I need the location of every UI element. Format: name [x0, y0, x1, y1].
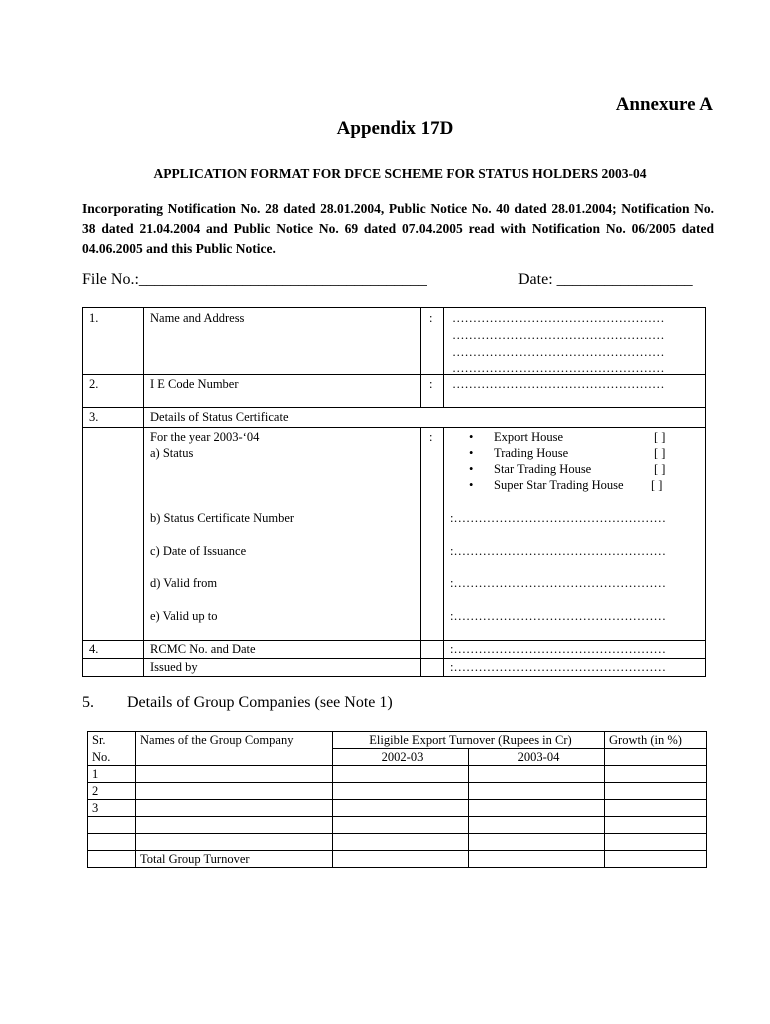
year-2002-header: 2002-03: [333, 749, 469, 766]
status-option-star-trading-house[interactable]: • Star Trading House [ ]: [469, 462, 666, 476]
status-options-list: [444, 429, 704, 493]
total-label: Total Group Turnover: [136, 851, 333, 868]
row-label: Issued by: [150, 660, 198, 674]
form-row-issued-by: [83, 659, 705, 676]
total-row: [88, 851, 707, 868]
sr-cell: 1: [88, 766, 136, 783]
section-number: 5.: [82, 694, 94, 711]
row-label: RCMC No. and Date: [150, 642, 256, 656]
status-option-export-house[interactable]: • Export House [ ]: [469, 430, 666, 444]
sr-cell: [88, 817, 136, 834]
table-row: [88, 834, 707, 851]
form-row-status-details: [83, 428, 705, 641]
certificate-number-field[interactable]: :……………………………………………: [450, 511, 666, 525]
row-number: 1.: [89, 311, 99, 325]
form-row-name-address: [83, 308, 705, 375]
valid-from-label: d) Valid from: [150, 576, 218, 590]
annexure-label: Annexure A: [615, 94, 713, 115]
checkbox[interactable]: [ ]: [654, 462, 666, 476]
table-row: [88, 800, 707, 817]
name-address-field-line-2[interactable]: ……………………………………………: [452, 328, 665, 342]
valid-upto-field[interactable]: :……………………………………………: [450, 609, 666, 623]
turnover-header: Eligible Export Turnover (Rupees in Cr): [333, 732, 605, 749]
names-header: Names of the Group Company: [136, 732, 333, 766]
row-colon: :: [429, 430, 433, 444]
status-option-super-star-trading-house[interactable]: • Super Star Trading House [ ]: [469, 478, 663, 492]
group-companies-table: [87, 731, 707, 868]
file-number-line: [82, 271, 427, 289]
appendix-title: Appendix 17D: [336, 118, 454, 139]
checkbox[interactable]: [ ]: [654, 446, 666, 460]
date-line: [518, 271, 693, 289]
row-colon: :: [429, 311, 433, 325]
sr-header: Sr.: [88, 732, 136, 749]
issuance-date-field[interactable]: :……………………………………………: [450, 544, 666, 558]
file-number-field[interactable]: ____________________________________: [138, 271, 427, 288]
intro-paragraph: Incorporating Notification No. 28 dated 28.01.2004, Public Notice No. 40 dated 28.01.2004; Notification No. 38 dated 21.04.2004 and Public Notice No. 69 dated 07.04.2005 read with Notification No. 06/2005 dated 04.06.2005 and this Public Notice.: [82, 201, 714, 256]
form-row-rcmc: [83, 641, 705, 659]
growth-header: Growth (in %): [605, 732, 707, 749]
row-colon: :: [429, 377, 433, 391]
table-row: [88, 817, 707, 834]
name-address-field-line-3[interactable]: ……………………………………………: [452, 345, 665, 359]
section-5-heading: [82, 694, 393, 712]
no-header: No.: [88, 749, 136, 766]
valid-upto-label: e) Valid up to: [150, 609, 218, 623]
form-row-status-header: [83, 408, 705, 428]
issuance-date-label: c) Date of Issuance: [150, 544, 247, 558]
form-subtitle: APPLICATION FORMAT FOR DFCE SCHEME FOR STATUS HOLDERS 2003-04: [153, 166, 647, 181]
table-row: [88, 766, 707, 783]
issued-by-field[interactable]: :……………………………………………: [450, 660, 666, 674]
status-year-label: For the year 2003-‘04: [150, 430, 260, 444]
row-label: Details of Status Certificate: [150, 410, 289, 424]
sr-cell: 2: [88, 783, 136, 800]
row-number: 3.: [89, 410, 99, 424]
rcmc-field[interactable]: :……………………………………………: [450, 642, 666, 656]
sr-cell: 3: [88, 800, 136, 817]
checkbox[interactable]: [ ]: [654, 430, 666, 444]
date-label: Date:: [518, 271, 553, 288]
row-number: 4.: [89, 642, 99, 656]
sr-cell: [88, 834, 136, 851]
application-form-table: [82, 307, 706, 677]
name-address-field-line-1[interactable]: ……………………………………………: [452, 311, 665, 325]
row-label: I E Code Number: [150, 377, 239, 391]
year-2003-header: 2003-04: [469, 749, 605, 766]
checkbox[interactable]: [ ]: [651, 478, 663, 492]
row-number: 2.: [89, 377, 99, 391]
status-option-trading-house[interactable]: • Trading House [ ]: [469, 446, 666, 460]
valid-from-field[interactable]: :……………………………………………: [450, 576, 666, 590]
row-label: Name and Address: [150, 311, 245, 325]
ie-code-field[interactable]: ……………………………………………: [452, 377, 665, 391]
file-number-label: File No.:: [82, 271, 139, 288]
status-label: a) Status: [150, 446, 194, 460]
date-field[interactable]: _________________: [556, 271, 693, 288]
name-address-field-line-4[interactable]: ……………………………………………: [452, 361, 665, 375]
table-header-row: [88, 732, 707, 749]
form-row-ie-code: [83, 375, 705, 408]
certificate-number-label: b) Status Certificate Number: [150, 511, 295, 525]
table-row: [88, 783, 707, 800]
section-title: Details of Group Companies (see Note 1): [127, 694, 393, 711]
